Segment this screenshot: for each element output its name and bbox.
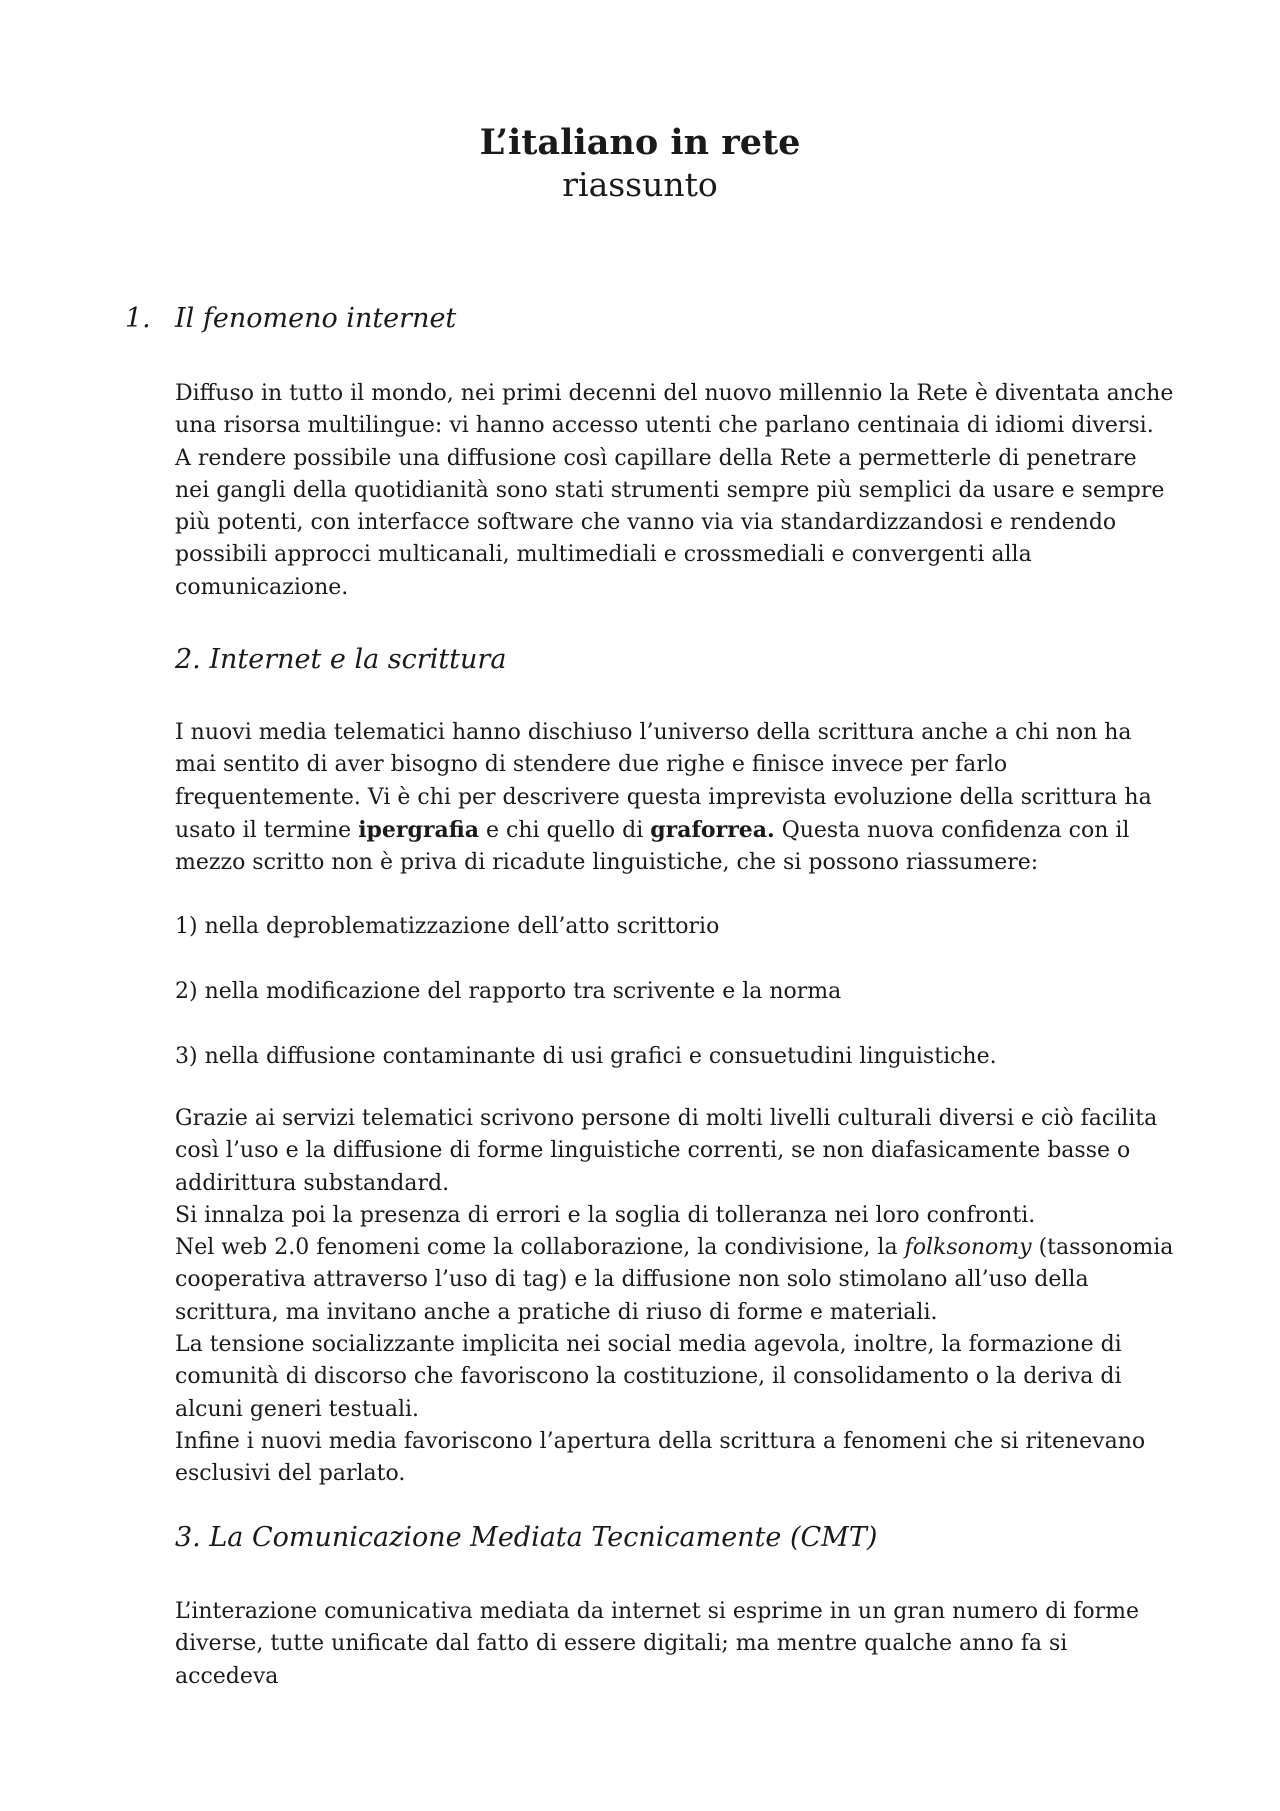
section-1-body bbox=[175, 378, 1175, 604]
intro-text-3: Questa nuova confidenza con il mezzo scritto non è priva di ricadute linguistiche, che si possono riassumere: bbox=[175, 817, 1130, 876]
section-2 bbox=[175, 644, 1175, 676]
intro-text-1: I nuovi media telematici hanno dischiuso l’universo della scrittura anche a chi non ha mai sentito di aver bisogno di stendere due righe e finisce invece per farlo frequentemente. Vi è chi per descrivere questa imprevista evoluzione della scrittura ha usato il termine bbox=[175, 720, 1152, 843]
section-3-paragraph: L’interazione comunicativa mediata da internet si esprime in un gran numero di forme diverse, tutte unificate dal fatto di essere digitali; ma mentre qualche anno fa si accedeva bbox=[175, 1599, 1140, 1689]
section-2-paragraph-3 bbox=[175, 1232, 1175, 1329]
section-2-intro-paragraph bbox=[175, 717, 1175, 879]
document-title: L’italiano in rete bbox=[479, 122, 801, 163]
section-3-heading: 3. La Comunicazione Mediata Tecnicamente (CMT) bbox=[175, 1522, 878, 1553]
section-1-heading bbox=[125, 303, 456, 335]
title-block bbox=[0, 122, 1280, 205]
term-ipergrafia: ipergrafia bbox=[358, 816, 479, 843]
section-2-paragraph-1: Grazie ai servizi telematici scrivono persone di molti livelli culturali diversi e ciò facilita così l’uso e la diffusione di forme linguistiche correnti, se non diafasicamente basse o addirittura substandard. bbox=[175, 1106, 1158, 1196]
section-2-paragraph-5: Infine i nuovi media favoriscono l’apertura della scrittura a fenomeni che si ritenevano esclusivi del parlato. bbox=[175, 1428, 1146, 1487]
list-item: 1) nella deproblematizzazione dell’atto scrittorio bbox=[175, 914, 720, 939]
list-item-1-wrap bbox=[175, 911, 1175, 943]
section-1-number: 1. bbox=[125, 303, 151, 334]
section-2-intro bbox=[175, 717, 1175, 879]
p3-text-1: Nel web 2.0 fenomeni come la collaborazione, la condivisione, la bbox=[175, 1235, 905, 1261]
section-2-paragraph-4: La tensione socializzante implicita nei social media agevola, inoltre, la formazione di comunità di discorso che favoriscono la costituzione, il consolidamento o la deriva di alcuni generi testuali. bbox=[175, 1332, 1122, 1422]
p3-text-2: (tassonomia cooperativa attraverso l’uso di tag) e la diffusione non solo stimolano all’uso della scrittura, ma invitano anche a pratiche di riuso di forme e materiali. bbox=[175, 1235, 1174, 1325]
section-3-body bbox=[175, 1596, 1175, 1693]
section-3 bbox=[175, 1522, 1175, 1554]
list-item: 3) nella diffusione contaminante di usi grafici e consuetudini linguistiche. bbox=[175, 1044, 997, 1069]
list-item-2-wrap bbox=[175, 976, 1175, 1008]
section-2-paragraph-2: Si innalza poi la presenza di errori e la soglia di tolleranza nei loro confronti. bbox=[175, 1202, 1036, 1228]
term-folksonomy: folksonomy bbox=[904, 1235, 1032, 1261]
document-subtitle: riassunto bbox=[562, 165, 718, 204]
list-item-3-wrap bbox=[175, 1041, 1175, 1073]
term-graforrea: graforrea. bbox=[650, 816, 775, 843]
section-1-title: Il fenomeno internet bbox=[175, 303, 457, 334]
list-item: 2) nella modificazione del rapporto tra scrivente e la norma bbox=[175, 979, 842, 1004]
section-2-heading: 2. Internet e la scrittura bbox=[175, 644, 507, 675]
section-2-body bbox=[175, 1103, 1175, 1491]
intro-text-2: e chi quello di bbox=[479, 817, 651, 843]
section-1-paragraph: Diffuso in tutto il mondo, nei primi decenni del nuovo millennio la Rete è diventata anche una risorsa multilingue: vi hanno accesso utenti che parlano centinaia di idiomi diversi. A rendere possibile una diffusione così capillare della Rete a permetterle di penetrare nei gangli della quotidianità sono stati strumenti sempre più semplici da usare e sempre più potenti, con interfacce software che vanno via via standardizzandosi e rendendo possibili approcci multicanali, multimediali e crossmediali e convergenti alla comunicazione. bbox=[175, 381, 1174, 600]
